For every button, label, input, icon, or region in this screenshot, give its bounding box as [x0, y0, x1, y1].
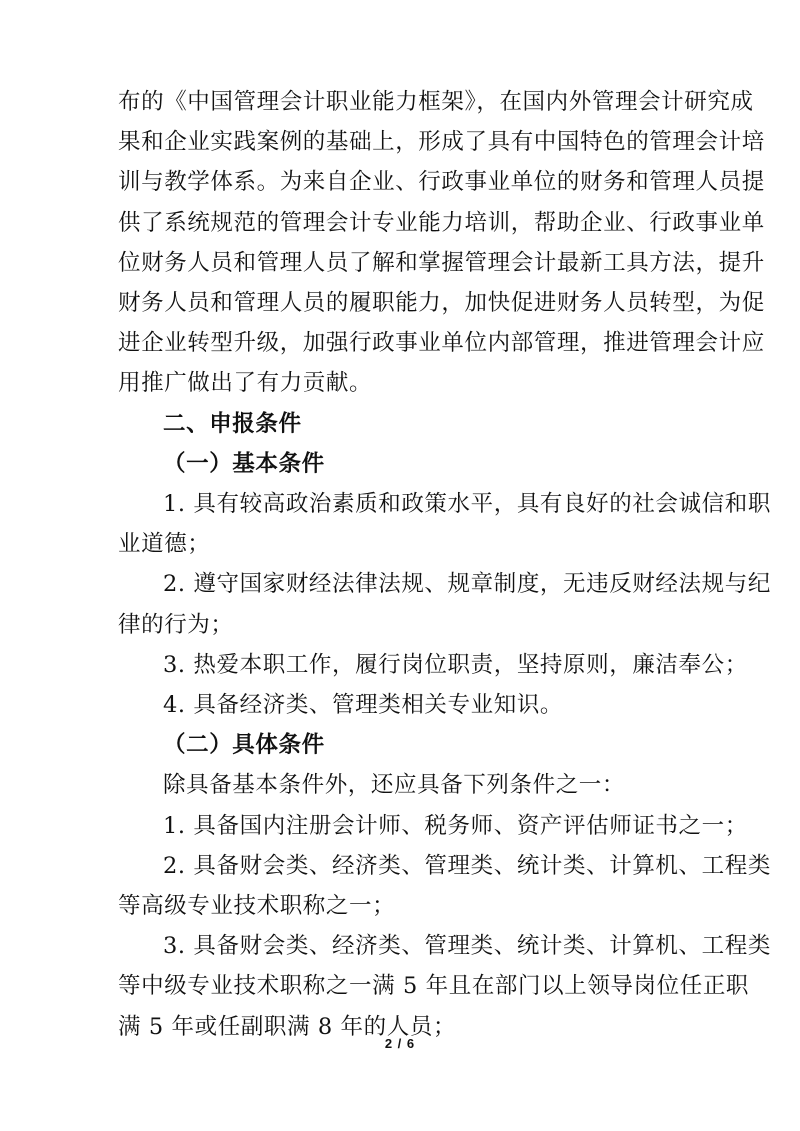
- paragraph-line: 除具备基本条件外，还应具备下列条件之一：: [163, 772, 626, 799]
- paragraph-line: 布的《中国管理会计职业能力框架》，在国内外管理会计研究成: [118, 89, 754, 115]
- list-item-line: 业道德；: [118, 531, 211, 558]
- paragraph-line: 进企业转型升级，加强行政事业单位内部管理，推进管理会计应: [118, 330, 765, 357]
- list-item-line: 3. 具备财会类、经济类、管理类、统计类、计算机、工程类: [163, 933, 771, 960]
- list-item-line: 2. 遵守国家财经法律法规、规章制度，无违反财经法规与纪: [163, 571, 771, 598]
- list-item-line: 2. 具备财会类、经济类、管理类、统计类、计算机、工程类: [163, 852, 771, 879]
- list-item-line: 1. 具备国内注册会计师、税务师、资产评估师证书之一；: [163, 812, 748, 839]
- list-item-line: 律的行为；: [118, 611, 234, 638]
- page-number: 2 / 6: [384, 1036, 416, 1051]
- list-item-line: 4. 具备经济类、管理类相关专业知识。: [163, 692, 564, 718]
- paragraph-line: 位财务人员和管理人员了解和掌握管理会计最新工具方法，提升: [118, 249, 765, 276]
- paragraph-line: 供了系统规范的管理会计专业能力培训，帮助企业、行政事业单: [118, 209, 765, 236]
- paragraph-line: 用推广做出了有力贡献。: [118, 370, 373, 397]
- section-heading-application-conditions: 二、申报条件: [163, 410, 302, 437]
- list-item-line: 满 5 年或任副职满 8 年的人员；: [118, 1013, 457, 1040]
- paragraph-line: 训与教学体系。为来自企业、行政事业单位的财务和管理人员提: [118, 169, 765, 196]
- paragraph-line: 果和企业实践案例的基础上，形成了具有中国特色的管理会计培: [118, 129, 765, 156]
- list-item-line: 1. 具有较高政治素质和政策水平，具有良好的社会诚信和职: [163, 491, 771, 517]
- subsection-heading-basic-conditions: （一）基本条件: [163, 450, 325, 477]
- paragraph-line: 财务人员和管理人员的履职能力，加快促进财务人员转型，为促: [118, 290, 765, 316]
- subsection-heading-specific-conditions: （二）具体条件: [163, 732, 325, 759]
- list-item-line: 等高级专业技术职称之一；: [118, 893, 396, 919]
- list-item-line: 等中级专业技术职称之一满 5 年且在部门以上领导岗位任正职: [118, 973, 750, 1000]
- list-item-line: 3. 热爱本职工作，履行岗位职责，坚持原则，廉洁奉公；: [163, 651, 748, 678]
